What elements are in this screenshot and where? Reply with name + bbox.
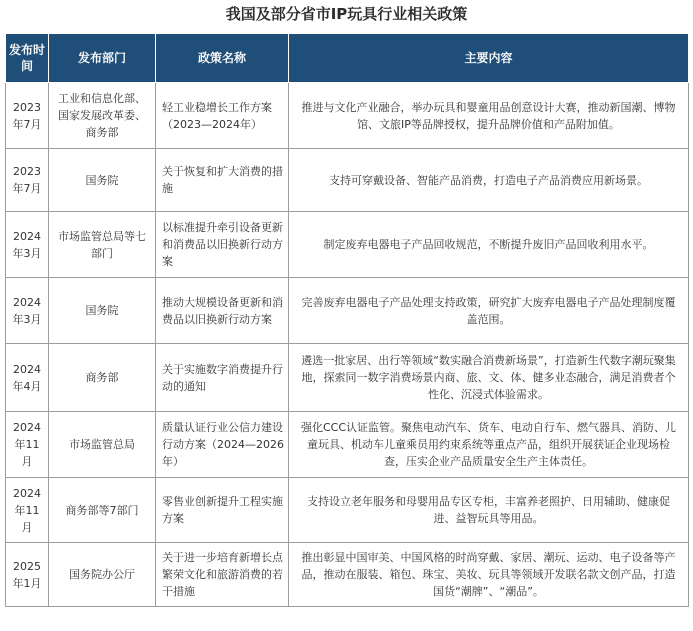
cell-policy: 关于恢复和扩大消费的措施	[156, 149, 289, 212]
table-row	[6, 83, 689, 149]
table-header-row	[6, 34, 689, 83]
table-row	[6, 212, 689, 278]
cell-content: 遴选一批家居、出行等领域“数实融合消费新场景”，打造新生代数字潮玩聚集地，探索同一数字消费场景内商、旅、文、体、健多业态融合，满足消费者个性化、沉浸式体验需求。	[289, 344, 689, 412]
cell-content: 推出彰显中国审美、中国风格的时尚穿戴、家居、潮玩、运动、电子设备等产品，推动在服装、箱包、珠宝、美妆、玩具等领域开发联名款文创产品，打造国货“潮牌”、“潮品”。	[289, 543, 689, 607]
cell-policy: 零售业创新提升工程实施方案	[156, 478, 289, 543]
policy-table	[5, 33, 689, 607]
cell-policy: 轻工业稳增长工作方案（2023—2024年）	[156, 83, 289, 149]
cell-date: 2024年11月	[6, 412, 49, 478]
cell-date: 2024年11月	[6, 478, 49, 543]
table-row	[6, 478, 689, 543]
cell-dept: 商务部	[49, 344, 156, 412]
table-row	[6, 278, 689, 344]
page-title: 我国及部分省市IP玩具行业相关政策	[225, 5, 468, 23]
cell-content: 支持设立老年服务和母婴用品专区专柜，丰富养老照护、日用辅助、健康促进、益智玩具等用品。	[289, 478, 689, 543]
cell-dept: 工业和信息化部、国家发展改革委、商务部	[49, 83, 156, 149]
cell-content: 强化CCC认证监管。聚焦电动汽车、货车、电动自行车、燃气器具、消防、儿童玩具、机动车儿童乘员用约束系统等重点产品，组织开展获证企业现场检查，压实企业产品质量安全生产主体责任。	[289, 412, 689, 478]
cell-policy: 质量认证行业公信力建设行动方案（2024—2026年）	[156, 412, 289, 478]
cell-dept: 市场监管总局等七部门	[49, 212, 156, 278]
cell-date: 2024年3月	[6, 278, 49, 344]
cell-policy: 关于进一步培育新增长点繁荣文化和旅游消费的若干措施	[156, 543, 289, 607]
cell-date: 2024年3月	[6, 212, 49, 278]
cell-dept: 市场监管总局	[49, 412, 156, 478]
cell-dept: 国务院	[49, 149, 156, 212]
header-content: 主要内容	[289, 34, 689, 83]
table-row	[6, 543, 689, 607]
header-date: 发布时间	[6, 34, 49, 83]
cell-policy: 推动大规模设备更新和消费品以旧换新行动方案	[156, 278, 289, 344]
cell-dept: 国务院	[49, 278, 156, 344]
table-row	[6, 149, 689, 212]
cell-content: 制定废弃电器电子产品回收规范，不断提升废旧产品回收利用水平。	[289, 212, 689, 278]
cell-content: 推进与文化产业融合，举办玩具和婴童用品创意设计大赛，推动新国潮、博物馆、文旅IP等品牌授权，提升品牌价值和产品附加值。	[289, 83, 689, 149]
cell-dept: 国务院办公厅	[49, 543, 156, 607]
cell-date: 2023年7月	[6, 149, 49, 212]
table-row	[6, 344, 689, 412]
cell-date: 2025年1月	[6, 543, 49, 607]
header-dept: 发布部门	[49, 34, 156, 83]
cell-policy: 以标准提升牵引设备更新和消费品以旧换新行动方案	[156, 212, 289, 278]
table-row	[6, 412, 689, 478]
cell-content: 完善废弃电器电子产品处理支持政策，研究扩大废弃电器电子产品处理制度覆盖范围。	[289, 278, 689, 344]
header-policy: 政策名称	[156, 34, 289, 83]
cell-date: 2024年4月	[6, 344, 49, 412]
cell-content: 支持可穿戴设备、智能产品消费，打造电子产品消费应用新场景。	[289, 149, 689, 212]
cell-policy: 关于实施数字消费提升行动的通知	[156, 344, 289, 412]
cell-dept: 商务部等7部门	[49, 478, 156, 543]
cell-date: 2023年7月	[6, 83, 49, 149]
